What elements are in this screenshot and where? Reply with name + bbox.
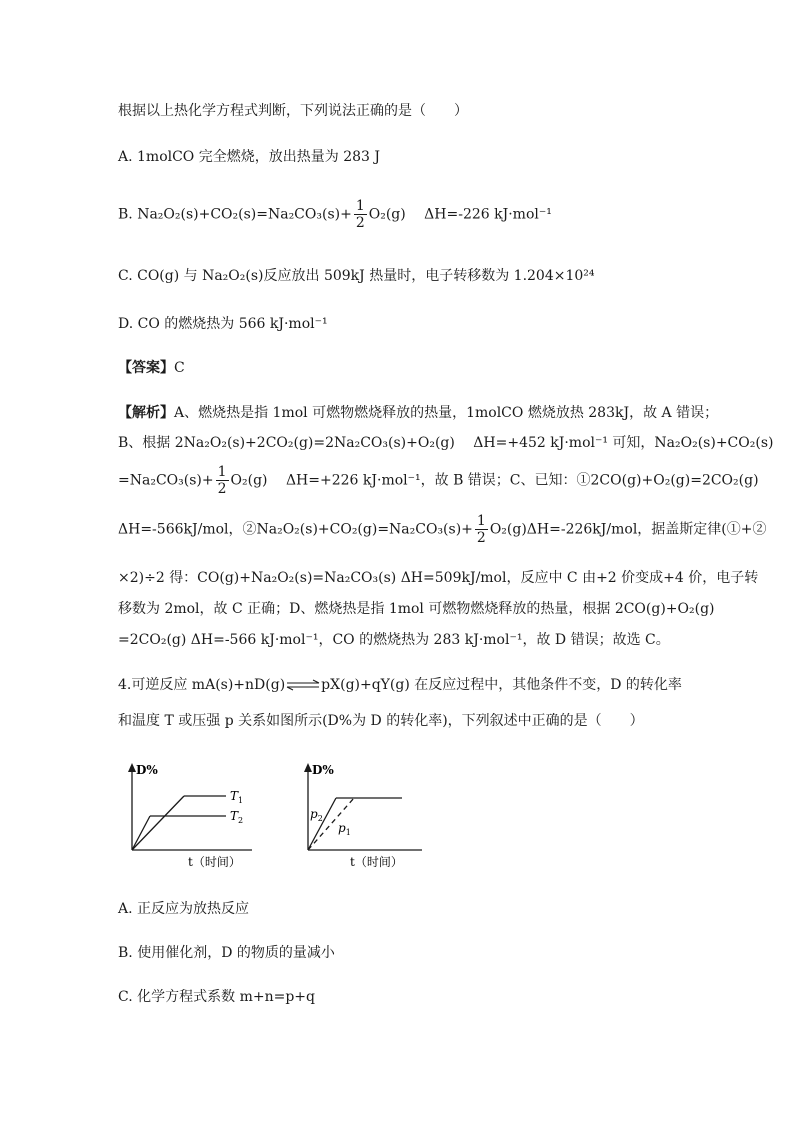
question-4-line-1: 4.可逆反应 mA(s)+nD(g) pX(g)+qY(g) 在反应过程中，其他条件不变，D 的转化率 <box>118 677 682 693</box>
analysis-line-1: 【解析】A、燃烧热是指 1mol 可燃物燃烧释放的热量，1molCO 燃烧放热 283kJ，故 A 错误； <box>118 405 719 421</box>
analysis-line-3: =Na₂CO₃(s)+ $\frac{1}{2}$ O₂(g) ΔH=+226 kJ·mol⁻¹，故 B 错误；C、已知：①2CO(g)+O₂(g)=2CO₂(g) <box>118 464 759 497</box>
choice-a: A. 正反应为放热反应 <box>118 901 250 917</box>
half-fraction: $\frac{1}{2}$ <box>476 513 486 546</box>
pressure-chart <box>300 760 430 870</box>
label-t2: $T_2$ <box>230 809 244 825</box>
y-axis-label: D% <box>136 763 158 777</box>
analysis-line-2: B、根据 2Na₂O₂(s)+2CO₂(g)=2Na₂CO₃(s)+O₂(g) ΔH=+452 kJ·mol⁻¹ 可知，Na₂O₂(s)+CO₂(s) <box>118 435 774 451</box>
x-axis-label: t（时间） <box>350 855 403 869</box>
question-4-line-2: 和温度 T 或压强 p 关系如图所示(D%为 D 的转化率)，下列叙述中正确的是（ ） <box>118 713 644 729</box>
option-a: A. 1molCO 完全燃烧，放出热量为 283 J <box>118 149 380 165</box>
analysis-line-4: ΔH=-566kJ/mol，②Na₂O₂(s)+CO₂(g)=Na₂CO₃(s)+ $\frac{1}{2}$ O₂(g)ΔH=-226kJ/mol，据盖斯定律(①+② <box>118 513 767 546</box>
curve-p2 <box>308 798 336 850</box>
x-axis-label: t（时间） <box>188 855 241 869</box>
curve-p1 <box>308 798 354 850</box>
option-d: D. CO 的燃烧热为 566 kJ·mol⁻¹ <box>118 316 328 332</box>
curve-t1 <box>132 796 184 850</box>
label-t1: $T_1$ <box>230 789 244 805</box>
y-axis-label: D% <box>312 763 334 777</box>
equilibrium-arrow-icon <box>285 679 321 691</box>
curve-t2 <box>132 816 150 850</box>
temperature-chart <box>122 760 262 870</box>
option-b-post: O₂(g) ΔH=-226 kJ·mol⁻¹ <box>368 206 552 223</box>
half-fraction: $\frac{1}{2}$ <box>217 464 227 497</box>
answer-label: 【答案】 <box>118 360 174 376</box>
analysis-line-6: 移数为 2mol，故 C 正确；D、燃烧热是指 1mol 可燃物燃烧释放的热量，根据 2CO(g)+O₂(g) <box>118 601 715 617</box>
answer-value: C <box>174 360 185 376</box>
analysis-line-5: ×2)÷2 得：CO(g)+Na₂O₂(s)=Na₂CO₃(s) ΔH=509kJ/mol，反应中 C 由+2 价变成+4 价，电子转 <box>118 570 759 586</box>
choice-b: B. 使用催化剂，D 的物质的量减小 <box>118 945 335 961</box>
option-b-pre: B. Na₂O₂(s)+CO₂(s)=Na₂CO₃(s)+ <box>118 206 352 223</box>
option-c: C. CO(g) 与 Na₂O₂(s)反应放出 509kJ 热量时，电子转移数为 1.204×10²⁴ <box>118 268 595 284</box>
answer-line <box>118 358 185 378</box>
label-p1: $p_1$ <box>338 821 351 837</box>
question-intro: 根据以上热化学方程式判断，下列说法正确的是（ ） <box>118 103 468 119</box>
analysis-line-7: =2CO₂(g) ΔH=-566 kJ·mol⁻¹，CO 的燃烧热为 283 kJ·mol⁻¹，故 D 错误；故选 C。 <box>118 632 670 648</box>
half-fraction: $\frac{1}{2}$ <box>355 198 365 231</box>
analysis-label: 【解析】 <box>118 405 174 421</box>
label-p2: $p_2$ <box>310 807 323 823</box>
choice-c: C. 化学方程式系数 m+n=p+q <box>118 989 315 1005</box>
option-b <box>118 198 552 231</box>
